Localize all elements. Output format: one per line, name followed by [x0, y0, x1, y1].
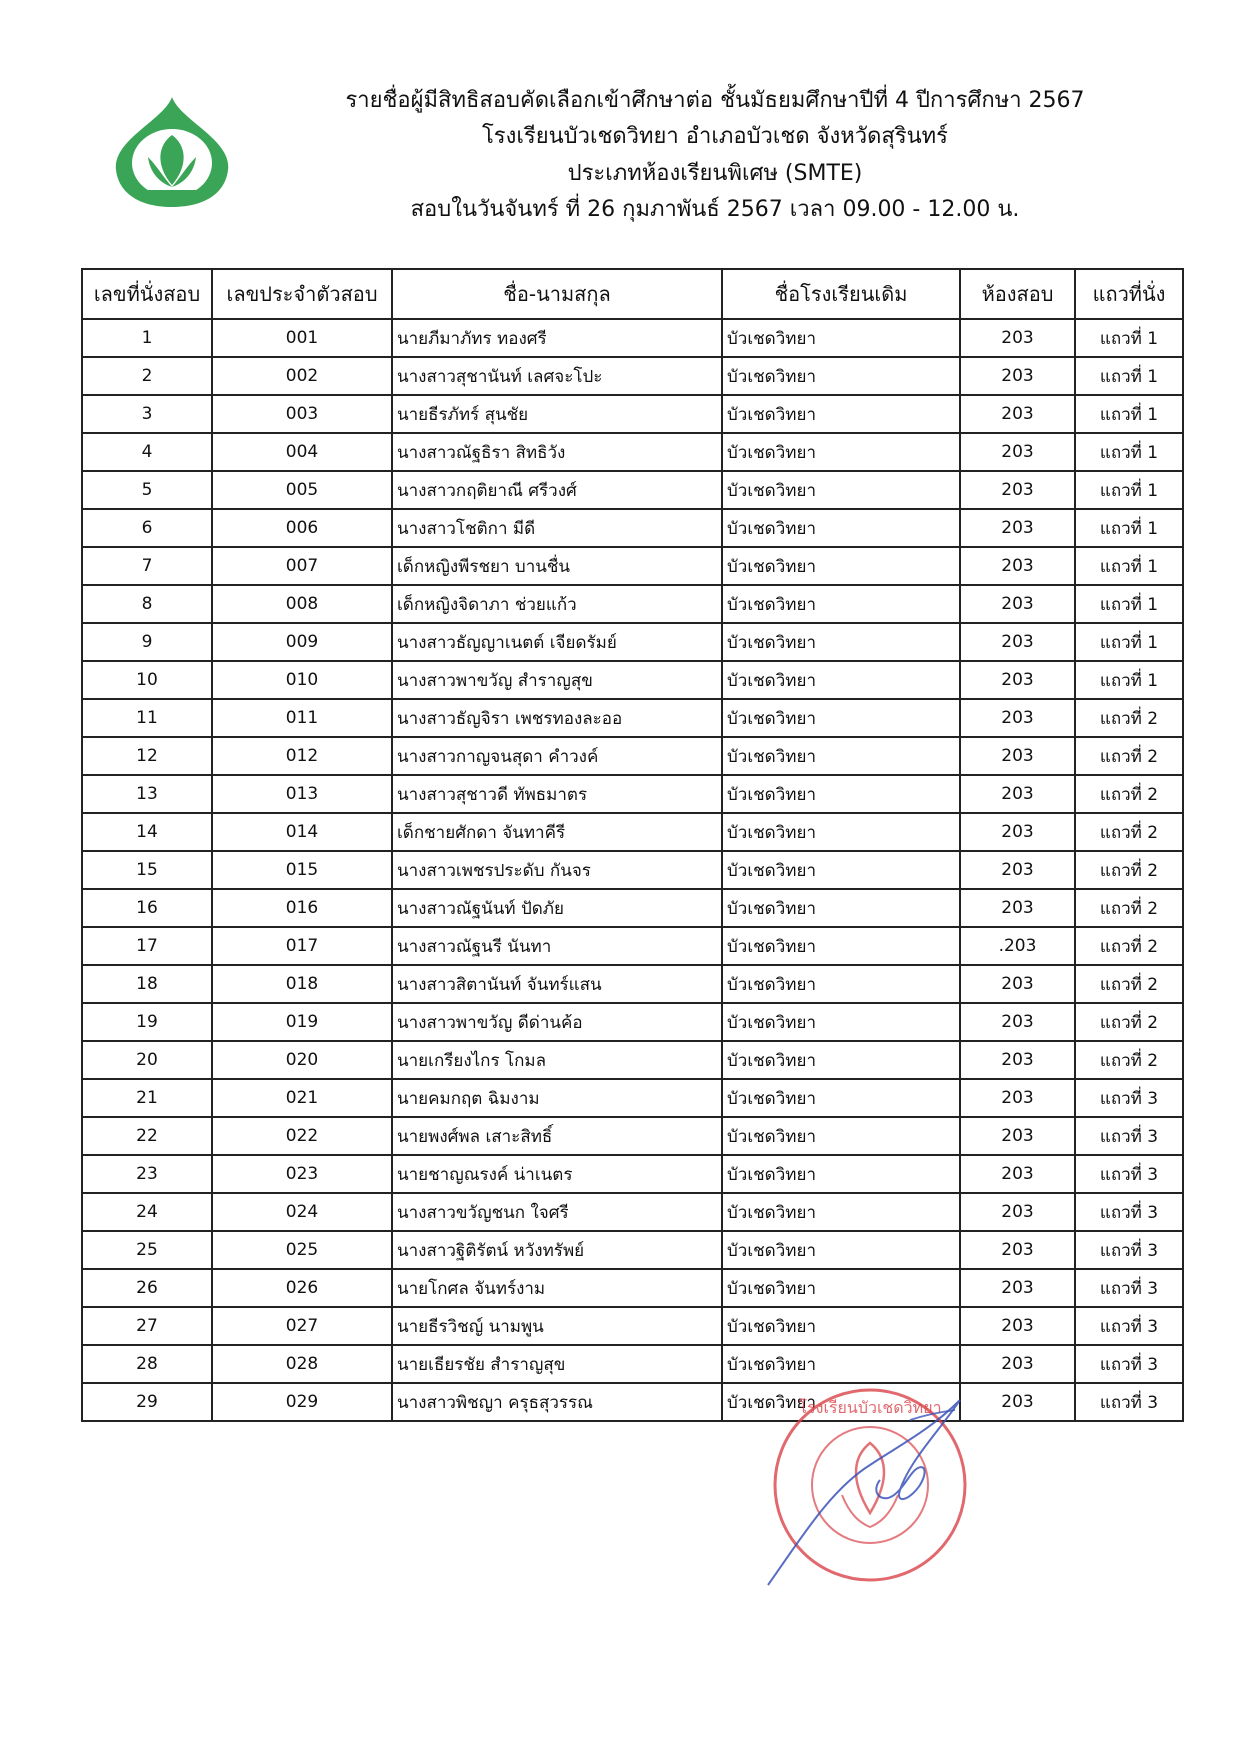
table-row: [82, 1269, 1183, 1307]
table-row: [82, 1155, 1183, 1193]
table-row: [82, 395, 1183, 433]
cell-seat-row: แถวที่ 1: [1075, 509, 1183, 547]
cell-previous-school: บัวเชดวิทยา: [722, 737, 960, 775]
cell-exam-room: 203: [960, 471, 1075, 509]
cell-previous-school: บัวเชดวิทยา: [722, 1193, 960, 1231]
cell-exam-room: 203: [960, 623, 1075, 661]
cell-seat-number: 14: [82, 813, 212, 851]
cell-exam-room: 203: [960, 965, 1075, 1003]
cell-previous-school: บัวเชดวิทยา: [722, 813, 960, 851]
cell-seat-number: 27: [82, 1307, 212, 1345]
cell-exam-id: 010: [212, 661, 392, 699]
table-row: [82, 851, 1183, 889]
table-row: [82, 509, 1183, 547]
cell-seat-row: แถวที่ 3: [1075, 1307, 1183, 1345]
table-row: [82, 1307, 1183, 1345]
table-row: [82, 1231, 1183, 1269]
cell-seat-number: 24: [82, 1193, 212, 1231]
cell-seat-number: 19: [82, 1003, 212, 1041]
cell-seat-number: 6: [82, 509, 212, 547]
cell-exam-room: 203: [960, 1231, 1075, 1269]
title-line-1: รายชื่อผู้มีสิทธิสอบคัดเลือกเข้าศึกษาต่อ ชั้นมัธยมศึกษาปีที่ 4 ปีการศึกษา 2567: [345, 88, 1085, 113]
table-row: [82, 927, 1183, 965]
cell-seat-number: 11: [82, 699, 212, 737]
cell-exam-room: 203: [960, 851, 1075, 889]
cell-seat-row: แถวที่ 2: [1075, 699, 1183, 737]
cell-exam-id: 011: [212, 699, 392, 737]
cell-full-name: นางสาวสุชานันท์ เลศจะโปะ: [392, 357, 722, 395]
cell-seat-number: 25: [82, 1231, 212, 1269]
cell-seat-row: แถวที่ 1: [1075, 585, 1183, 623]
cell-seat-row: แถวที่ 2: [1075, 737, 1183, 775]
table-row: [82, 889, 1183, 927]
cell-exam-id: 004: [212, 433, 392, 471]
cell-exam-room: 203: [960, 1117, 1075, 1155]
exam-date-line: สอบในวันจันทร์ ที่ 26 กุมภาพันธ์ 2567 เวลา 09.00 - 12.00 น.: [410, 197, 1020, 223]
cell-seat-number: 22: [82, 1117, 212, 1155]
cell-seat-row: แถวที่ 3: [1075, 1193, 1183, 1231]
cell-full-name: นายธีรภัทร์ สุนชัย: [392, 395, 722, 433]
table-row: [82, 699, 1183, 737]
cell-full-name: นายพงศ์พล เสาะสิทธิ์: [392, 1117, 722, 1155]
cell-exam-room: .203: [960, 927, 1075, 965]
cell-exam-id: 027: [212, 1307, 392, 1345]
cell-seat-row: แถวที่ 1: [1075, 661, 1183, 699]
cell-previous-school: บัวเชดวิทยา: [722, 851, 960, 889]
cell-seat-row: แถวที่ 3: [1075, 1345, 1183, 1383]
table-row: [82, 661, 1183, 699]
table-row: [82, 1041, 1183, 1079]
cell-exam-room: 203: [960, 585, 1075, 623]
cell-exam-room: 203: [960, 813, 1075, 851]
cell-exam-room: 203: [960, 1003, 1075, 1041]
cell-full-name: นายเกรียงไกร โกมล: [392, 1041, 722, 1079]
cell-full-name: เด็กหญิงพีรชยา บานชื่น: [392, 547, 722, 585]
cell-previous-school: บัวเชดวิทยา: [722, 547, 960, 585]
cell-full-name: เด็กชายศักดา จันทาคีรี: [392, 813, 722, 851]
cell-exam-room: 203: [960, 1383, 1075, 1421]
table-row: [82, 1193, 1183, 1231]
cell-previous-school: บัวเชดวิทยา: [722, 699, 960, 737]
header-seat-row: แถวที่นั่ง: [1075, 269, 1183, 319]
cell-previous-school: บัวเชดวิทยา: [722, 395, 960, 433]
cell-exam-room: 203: [960, 661, 1075, 699]
cell-seat-row: แถวที่ 1: [1075, 547, 1183, 585]
cell-full-name: เด็กหญิงจิดาภา ช่วยแก้ว: [392, 585, 722, 623]
cell-exam-id: 028: [212, 1345, 392, 1383]
cell-exam-id: 016: [212, 889, 392, 927]
title-line-3: ประเภทห้องเรียนพิเศษ (SMTE): [567, 160, 863, 186]
cell-seat-number: 17: [82, 927, 212, 965]
header-previous-school: ชื่อโรงเรียนเดิม: [722, 269, 960, 319]
cell-previous-school: บัวเชดวิทยา: [722, 661, 960, 699]
cell-exam-id: 006: [212, 509, 392, 547]
cell-seat-number: 1: [82, 319, 212, 357]
cell-previous-school: บัวเชดวิทยา: [722, 1383, 960, 1421]
table-row: [82, 737, 1183, 775]
cell-seat-row: แถวที่ 1: [1075, 623, 1183, 661]
cell-exam-room: 203: [960, 1345, 1075, 1383]
table-row: [82, 1079, 1183, 1117]
cell-seat-number: 7: [82, 547, 212, 585]
cell-exam-id: 029: [212, 1383, 392, 1421]
cell-full-name: นางสาวธัญจิรา เพชรทองละออ: [392, 699, 722, 737]
cell-exam-id: 012: [212, 737, 392, 775]
cell-seat-row: แถวที่ 2: [1075, 965, 1183, 1003]
cell-exam-room: 203: [960, 547, 1075, 585]
cell-exam-id: 002: [212, 357, 392, 395]
cell-seat-row: แถวที่ 1: [1075, 357, 1183, 395]
cell-seat-row: แถวที่ 1: [1075, 433, 1183, 471]
cell-seat-row: แถวที่ 1: [1075, 395, 1183, 433]
table-row: [82, 623, 1183, 661]
cell-seat-row: แถวที่ 3: [1075, 1269, 1183, 1307]
cell-seat-number: 9: [82, 623, 212, 661]
cell-seat-row: แถวที่ 2: [1075, 927, 1183, 965]
table-row: [82, 813, 1183, 851]
cell-exam-room: 203: [960, 433, 1075, 471]
cell-exam-id: 020: [212, 1041, 392, 1079]
cell-exam-id: 026: [212, 1269, 392, 1307]
cell-previous-school: บัวเชดวิทยา: [722, 889, 960, 927]
cell-seat-number: 26: [82, 1269, 212, 1307]
cell-full-name: นางสาวณัฐธิรา สิทธิวัง: [392, 433, 722, 471]
cell-previous-school: บัวเชดวิทยา: [722, 1041, 960, 1079]
cell-seat-row: แถวที่ 3: [1075, 1079, 1183, 1117]
table-body: [82, 319, 1183, 1421]
cell-previous-school: บัวเชดวิทยา: [722, 1345, 960, 1383]
cell-full-name: นางสาวกาญจนสุดา คำวงค์: [392, 737, 722, 775]
cell-previous-school: บัวเชดวิทยา: [722, 319, 960, 357]
cell-full-name: นางสาวธัญญาเนตต์ เจียดรัมย์: [392, 623, 722, 661]
cell-seat-number: 20: [82, 1041, 212, 1079]
table-row: [82, 433, 1183, 471]
cell-seat-number: 4: [82, 433, 212, 471]
cell-exam-room: 203: [960, 1193, 1075, 1231]
cell-previous-school: บัวเชดวิทยา: [722, 623, 960, 661]
cell-previous-school: บัวเชดวิทยา: [722, 433, 960, 471]
table-row: [82, 1003, 1183, 1041]
cell-seat-number: 2: [82, 357, 212, 395]
cell-exam-room: 203: [960, 775, 1075, 813]
cell-exam-id: 017: [212, 927, 392, 965]
table-row: [82, 775, 1183, 813]
cell-exam-id: 021: [212, 1079, 392, 1117]
cell-exam-id: 023: [212, 1155, 392, 1193]
cell-exam-id: 019: [212, 1003, 392, 1041]
table-row: [82, 1345, 1183, 1383]
cell-exam-room: 203: [960, 699, 1075, 737]
cell-exam-id: 018: [212, 965, 392, 1003]
cell-exam-room: 203: [960, 1155, 1075, 1193]
table-row: [82, 585, 1183, 623]
cell-seat-row: แถวที่ 3: [1075, 1155, 1183, 1193]
cell-seat-number: 23: [82, 1155, 212, 1193]
cell-full-name: นางสาวสิตานันท์ จันทร์แสน: [392, 965, 722, 1003]
cell-exam-room: 203: [960, 1079, 1075, 1117]
cell-previous-school: บัวเชดวิทยา: [722, 1269, 960, 1307]
cell-full-name: นางสาวเพชรประดับ กันจร: [392, 851, 722, 889]
cell-full-name: นางสาวฐิติรัตน์ หวังทรัพย์: [392, 1231, 722, 1269]
cell-full-name: นางสาวพาขวัญ ดีด่านค้อ: [392, 1003, 722, 1041]
cell-full-name: นายโกศล จันทร์งาม: [392, 1269, 722, 1307]
cell-seat-row: แถวที่ 3: [1075, 1231, 1183, 1269]
cell-previous-school: บัวเชดวิทยา: [722, 1307, 960, 1345]
cell-previous-school: บัวเชดวิทยา: [722, 1079, 960, 1117]
cell-seat-number: 10: [82, 661, 212, 699]
cell-seat-number: 5: [82, 471, 212, 509]
cell-previous-school: บัวเชดวิทยา: [722, 509, 960, 547]
cell-previous-school: บัวเชดวิทยา: [722, 585, 960, 623]
cell-exam-id: 024: [212, 1193, 392, 1231]
cell-seat-row: แถวที่ 2: [1075, 1041, 1183, 1079]
cell-seat-number: 16: [82, 889, 212, 927]
cell-exam-id: 014: [212, 813, 392, 851]
cell-previous-school: บัวเชดวิทยา: [722, 965, 960, 1003]
cell-exam-id: 008: [212, 585, 392, 623]
cell-exam-id: 007: [212, 547, 392, 585]
cell-seat-number: 12: [82, 737, 212, 775]
cell-full-name: นายภีมาภัทร ทองศรี: [392, 319, 722, 357]
cell-exam-id: 013: [212, 775, 392, 813]
cell-previous-school: บัวเชดวิทยา: [722, 927, 960, 965]
header-full-name: ชื่อ-นามสกุล: [392, 269, 722, 319]
cell-seat-row: แถวที่ 2: [1075, 813, 1183, 851]
cell-seat-row: แถวที่ 1: [1075, 471, 1183, 509]
cell-exam-id: 005: [212, 471, 392, 509]
cell-full-name: นางสาวณัฐนันท์ ปัดภัย: [392, 889, 722, 927]
title-line-2: โรงเรียนบัวเชดวิทยา อำเภอบัวเชด จังหวัดสุรินทร์: [481, 124, 949, 150]
table-row: [82, 471, 1183, 509]
cell-full-name: นางสาวพาขวัญ สำราญสุข: [392, 661, 722, 699]
cell-full-name: นายคมกฤต ฉิมงาม: [392, 1079, 722, 1117]
cell-seat-row: แถวที่ 1: [1075, 319, 1183, 357]
stamp-text: โรงเรียนบัวเชดวิทยา: [798, 1398, 942, 1417]
cell-seat-row: แถวที่ 3: [1075, 1117, 1183, 1155]
cell-previous-school: บัวเชดวิทยา: [722, 471, 960, 509]
header-seat-number: เลขที่นั่งสอบ: [82, 269, 212, 319]
signature: [760, 1380, 1020, 1600]
cell-exam-room: 203: [960, 889, 1075, 927]
cell-exam-room: 203: [960, 509, 1075, 547]
cell-seat-number: 29: [82, 1383, 212, 1421]
cell-previous-school: บัวเชดวิทยา: [722, 1231, 960, 1269]
cell-exam-id: 015: [212, 851, 392, 889]
cell-full-name: นางสาวโชติกา มีดี: [392, 509, 722, 547]
cell-full-name: นางสาวณัฐนรี นันทา: [392, 927, 722, 965]
cell-full-name: นางสาวกฤติยาณี ศรีวงศ์: [392, 471, 722, 509]
table-row: [82, 357, 1183, 395]
cell-exam-room: 203: [960, 357, 1075, 395]
cell-seat-number: 21: [82, 1079, 212, 1117]
cell-full-name: นางสาวสุชาวดี ทัพธมาตร: [392, 775, 722, 813]
candidate-table: [81, 268, 1184, 1422]
cell-seat-row: แถวที่ 2: [1075, 889, 1183, 927]
cell-previous-school: บัวเชดวิทยา: [722, 775, 960, 813]
cell-previous-school: บัวเชดวิทยา: [722, 1117, 960, 1155]
school-logo: [110, 95, 235, 210]
cell-full-name: นายธีรวิชญ์ นามพูน: [392, 1307, 722, 1345]
cell-exam-id: 025: [212, 1231, 392, 1269]
cell-exam-id: 022: [212, 1117, 392, 1155]
cell-seat-row: แถวที่ 2: [1075, 775, 1183, 813]
cell-seat-number: 13: [82, 775, 212, 813]
header-exam-id: เลขประจำตัวสอบ: [212, 269, 392, 319]
cell-exam-room: 203: [960, 1307, 1075, 1345]
cell-seat-number: 15: [82, 851, 212, 889]
cell-previous-school: บัวเชดวิทยา: [722, 1003, 960, 1041]
cell-seat-number: 8: [82, 585, 212, 623]
cell-exam-room: 203: [960, 319, 1075, 357]
cell-seat-row: แถวที่ 2: [1075, 851, 1183, 889]
table-row: [82, 965, 1183, 1003]
cell-full-name: นายเธียรชัย สำราญสุข: [392, 1345, 722, 1383]
cell-full-name: นายชาญณรงค์ น่าเนตร: [392, 1155, 722, 1193]
table-row: [82, 319, 1183, 357]
cell-seat-row: แถวที่ 3: [1075, 1383, 1183, 1421]
cell-previous-school: บัวเชดวิทยา: [722, 1155, 960, 1193]
cell-exam-room: 203: [960, 1269, 1075, 1307]
table-header-row: [82, 269, 1183, 319]
cell-seat-number: 28: [82, 1345, 212, 1383]
cell-exam-id: 001: [212, 319, 392, 357]
table-row: [82, 1117, 1183, 1155]
header-exam-room: ห้องสอบ: [960, 269, 1075, 319]
document-header: [250, 88, 1180, 224]
cell-full-name: นางสาวขวัญชนก ใจศรี: [392, 1193, 722, 1231]
cell-exam-room: 203: [960, 395, 1075, 433]
table-row: [82, 547, 1183, 585]
cell-exam-id: 003: [212, 395, 392, 433]
cell-exam-room: 203: [960, 737, 1075, 775]
cell-exam-room: 203: [960, 1041, 1075, 1079]
cell-previous-school: บัวเชดวิทยา: [722, 357, 960, 395]
cell-full-name: นางสาวพิชญา ครุธสุวรรณ: [392, 1383, 722, 1421]
cell-seat-number: 3: [82, 395, 212, 433]
cell-exam-id: 009: [212, 623, 392, 661]
cell-seat-row: แถวที่ 2: [1075, 1003, 1183, 1041]
cell-seat-number: 18: [82, 965, 212, 1003]
